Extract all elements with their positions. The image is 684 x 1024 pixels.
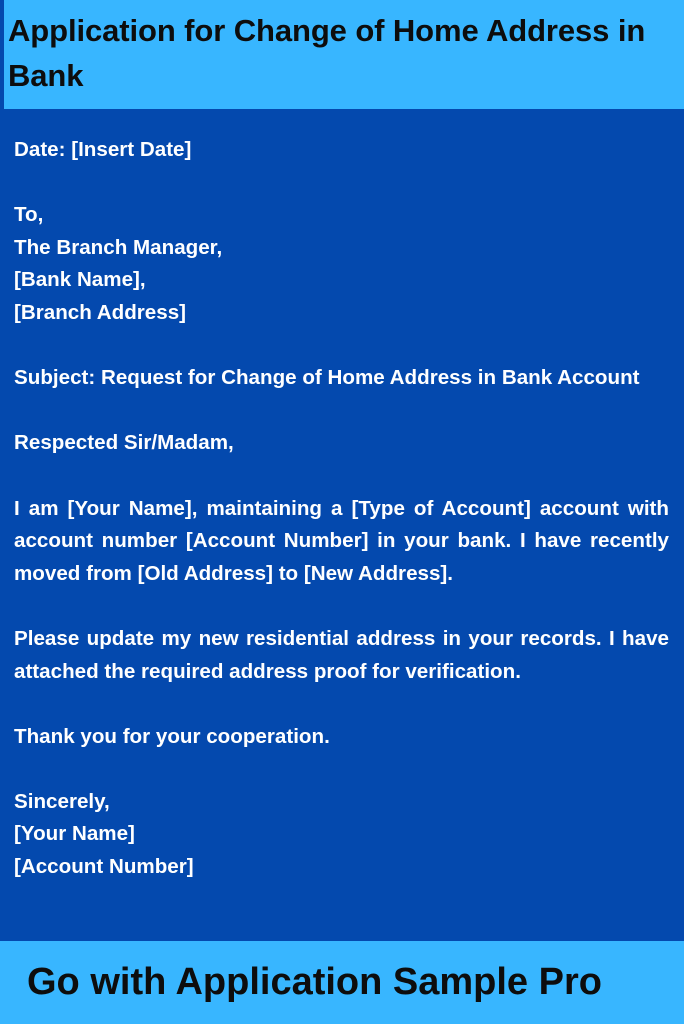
footer-banner (0, 941, 684, 1024)
letter-salutation: Respected Sir/Madam, (14, 431, 234, 455)
letter-closing: Sincerely, (14, 789, 110, 813)
letter-paragraph-1: I am [Your Name], maintaining a [Type of Account] account with account number [Account Number] in your bank. I have recently moved from [Old Address] to [New Address]. (14, 496, 669, 585)
letter-branch-address: [Branch Address] (14, 300, 187, 324)
spacer (14, 688, 669, 721)
letter-paragraph-2: Please update my new residential address in your records. I have attached the required address proof for verification. (14, 626, 669, 683)
spacer (14, 167, 669, 200)
letter-to: To, (14, 203, 44, 227)
letter-body (14, 134, 669, 884)
spacer (14, 590, 669, 623)
letter-signature-account: [Account Number] (14, 855, 194, 879)
letter-thanks: Thank you for your cooperation. (14, 724, 330, 748)
spacer (14, 460, 669, 493)
letter-signature-name: [Your Name] (14, 822, 135, 846)
letter-recipient: The Branch Manager, (14, 235, 223, 259)
spacer (14, 753, 669, 786)
header-banner (0, 0, 684, 109)
footer-brand: Go with Application Sample Pro (27, 961, 602, 1003)
spacer (14, 395, 669, 428)
page-title: Application for Change of Home Address in Bank (8, 13, 646, 93)
spacer (14, 330, 669, 363)
letter-subject: Subject: Request for Change of Home Address in Bank Account (14, 366, 640, 390)
letter-date: Date: [Insert Date] (14, 138, 192, 161)
letter-bank-name: [Bank Name], (14, 268, 146, 292)
